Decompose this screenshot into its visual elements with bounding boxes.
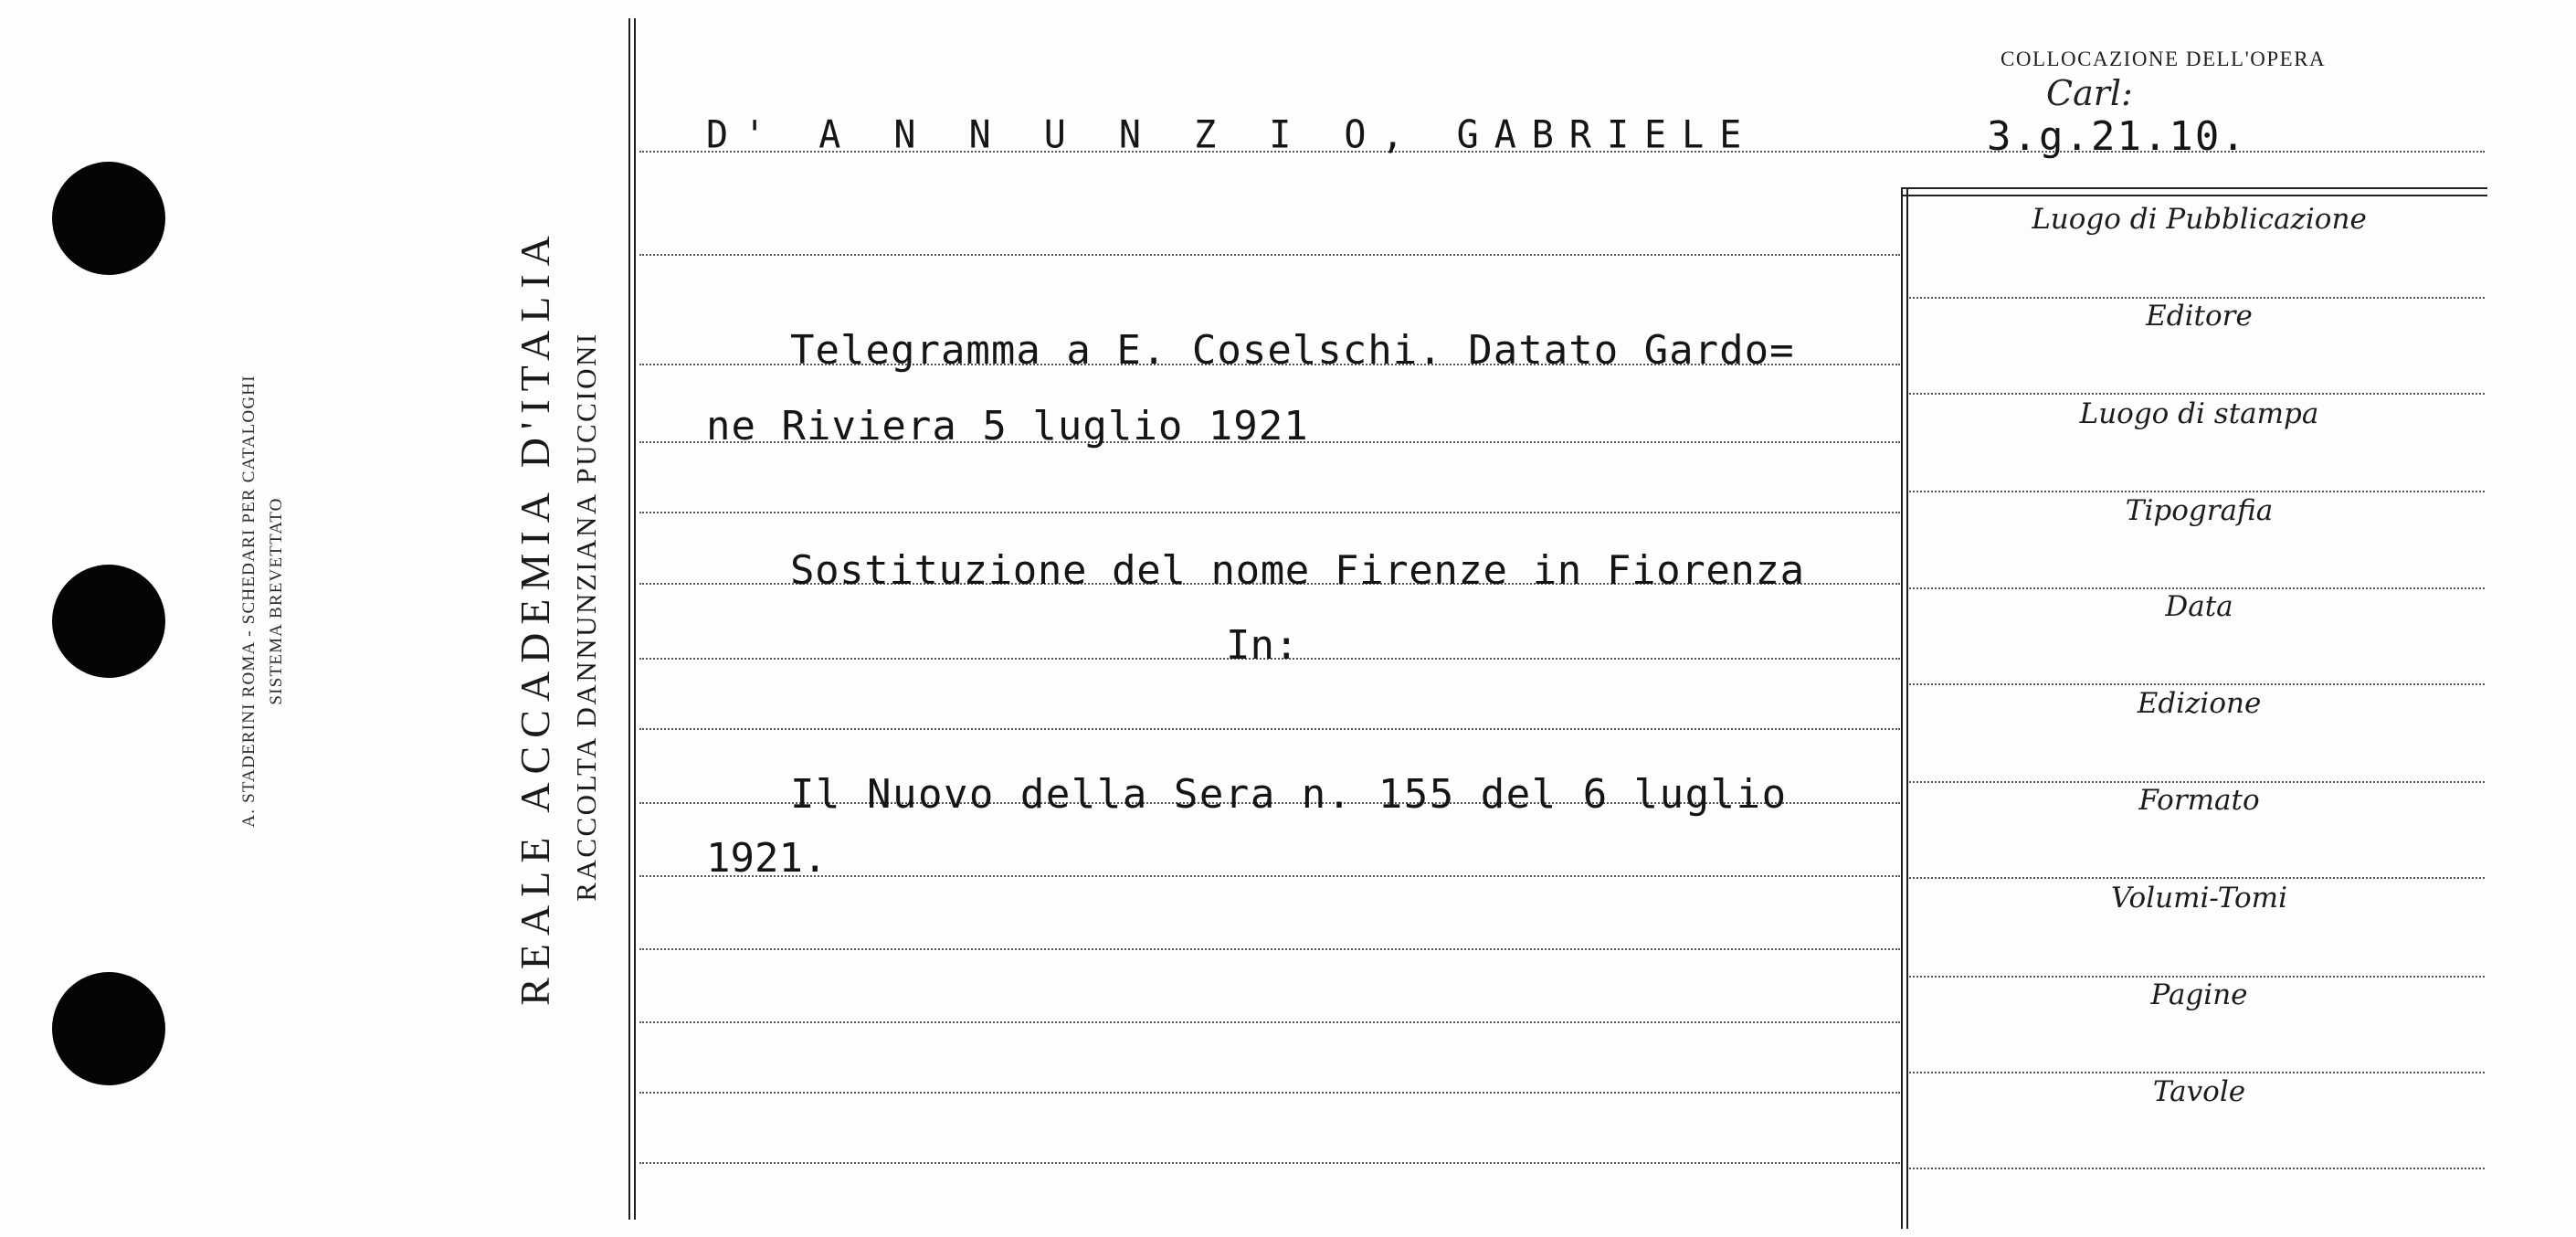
- field-label-luogo-stampa: Luogo di stampa: [2079, 397, 2319, 430]
- punch-hole: [52, 972, 165, 1085]
- field-line: [1909, 587, 2485, 589]
- field-line: [1909, 781, 2485, 783]
- ruled-line: [639, 1021, 1900, 1023]
- margin-rule: [634, 18, 636, 1220]
- field-label-data: Data: [2165, 590, 2233, 623]
- fields-box-top: [1903, 195, 2487, 196]
- field-label-edizione: Edizione: [2137, 687, 2262, 720]
- field-line: [1909, 1072, 2485, 1073]
- field-line: [1909, 1168, 2485, 1169]
- collocation-label: COLLOCAZIONE DELL'OPERA: [2001, 48, 2327, 70]
- fields-box-top: [1903, 187, 2487, 189]
- printer-notice-line1: A. STADERINI ROMA - SCHEDARI PER CATALOGHI: [239, 375, 259, 828]
- ruled-line: [639, 728, 1900, 730]
- field-label-volumi-tomi: Volumi-Tomi: [2110, 882, 2287, 915]
- field-line: [1909, 491, 2485, 492]
- handwritten-note: Carl:: [2046, 73, 2133, 113]
- punch-hole: [52, 565, 165, 678]
- institution-title: REALE ACCADEMIA D'ITALIA: [512, 227, 558, 1006]
- ruled-line: [639, 875, 1900, 877]
- body-line: Il Nuovo della Sera n. 155 del 6 luglio: [790, 771, 1788, 818]
- author-heading: D' A N N U N Z I O, GABRIELE: [706, 112, 1758, 158]
- body-line: ne Riviera 5 luglio 1921: [706, 403, 1309, 449]
- field-label-editore: Editore: [2146, 300, 2253, 333]
- ruled-line: [639, 1162, 1900, 1164]
- body-line: Sostituzione del nome Firenze in Fiorenza: [790, 547, 1805, 594]
- fields-column-rule: [1906, 187, 1908, 1229]
- field-line: [1909, 683, 2485, 685]
- punch-hole: [52, 162, 165, 275]
- field-label-tipografia: Tipografia: [2125, 494, 2274, 527]
- ruled-line: [639, 948, 1900, 950]
- field-line: [1909, 976, 2485, 978]
- margin-rule: [628, 18, 630, 1220]
- field-line: [1909, 297, 2485, 299]
- body-line: In:: [1226, 622, 1299, 669]
- printer-notice-line2: SISTEMA BREVETTATO: [267, 497, 286, 705]
- fields-column-rule: [1901, 187, 1903, 1229]
- ruled-line: [639, 1092, 1900, 1094]
- ruled-line: [639, 512, 1900, 513]
- field-line: [1909, 393, 2485, 395]
- shelfmark: 3.g.21.10.: [1987, 113, 2247, 160]
- body-line: 1921.: [706, 835, 828, 882]
- ruled-line: [639, 254, 1900, 256]
- field-label-formato: Formato: [2138, 784, 2260, 817]
- field-label-pagine: Pagine: [2150, 978, 2248, 1011]
- institution-subtitle: RACCOLTA DANNUNZIANA PUCCIONI: [570, 332, 602, 902]
- field-label-luogo-pubblicazione: Luogo di Pubblicazione: [2032, 203, 2367, 236]
- field-label-tavole: Tavole: [2152, 1075, 2246, 1108]
- field-line: [1909, 877, 2485, 879]
- body-line: Telegramma a E. Coselschi. Datato Gardo=: [790, 327, 1795, 374]
